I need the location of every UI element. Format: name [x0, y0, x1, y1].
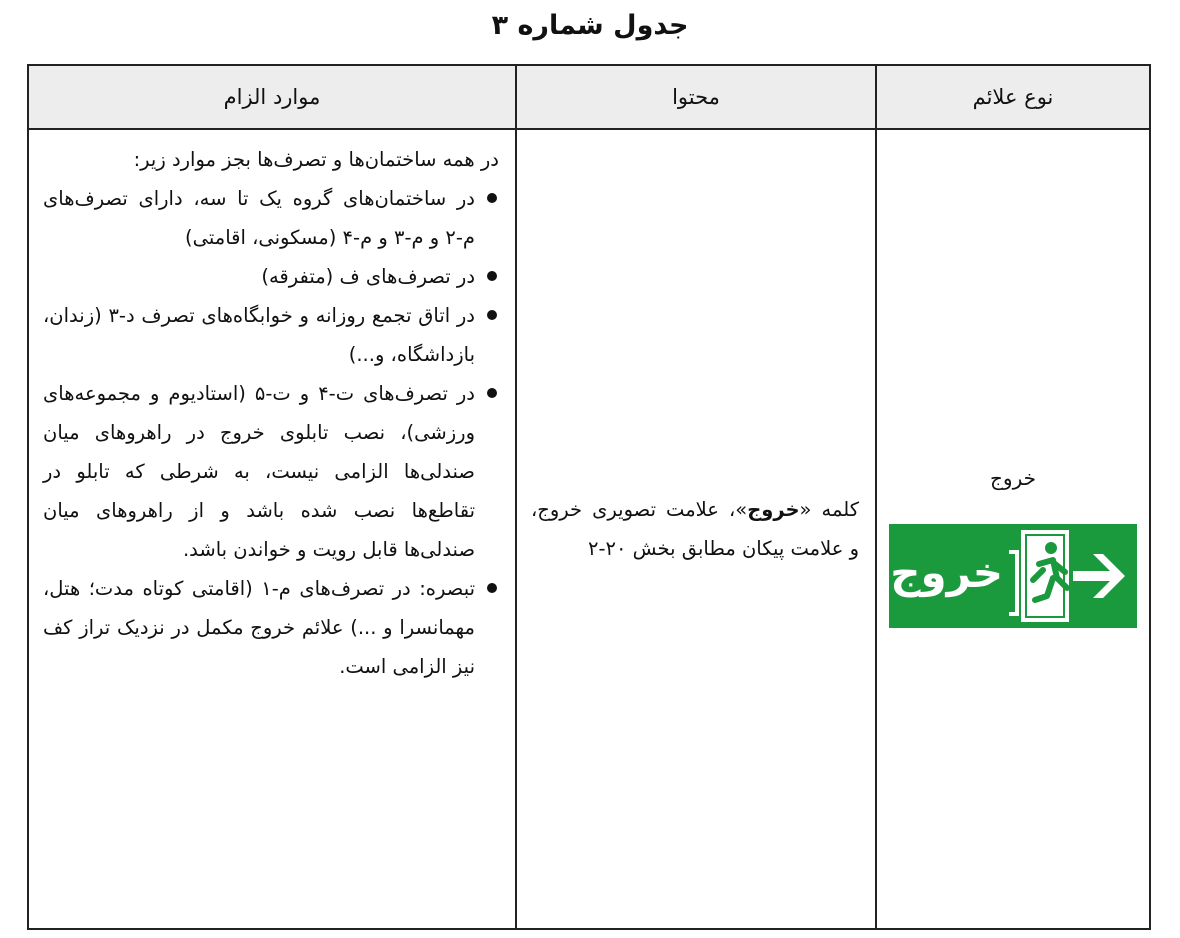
requirements-cell: [28, 129, 516, 929]
requirements-list: [43, 179, 499, 686]
sign-word: خروج: [890, 548, 1003, 597]
list-item: در تصرف‌های ت-۴ و ت-۵ (استادیوم و مجموعه‌های ورزشی)، نصب تابلوی خروج در راهروهای میان صندلی‌ها الزامی نیست، به شرطی که تابلو در تقاطع‌ها نصب شده باشد و از راهروهای میان صندلی‌ها قابل رویت و خواندن باشد.: [43, 374, 499, 569]
table-row: [28, 129, 1150, 929]
list-item: در تصرف‌های ف (متفرقه): [43, 257, 499, 296]
header-content: محتوا: [516, 65, 876, 129]
exit-sign: [889, 524, 1137, 628]
content-text-start: کلمه «: [799, 498, 859, 521]
content-text-bold: خروج: [747, 498, 800, 521]
type-label: خروج: [990, 466, 1036, 490]
content-text-end: »، علامت تصویری خروج، و علامت پیکان مطابق بخش ۲۰-۲: [531, 498, 859, 560]
requirements-intro: در همه ساختمان‌ها و تصرف‌ها بجز موارد زیر:: [133, 148, 499, 171]
header-type: نوع علائم: [876, 65, 1150, 129]
table-title: جدول شماره ۳: [491, 10, 689, 41]
arrow-right-icon: [1073, 554, 1125, 598]
content-cell: [516, 129, 876, 929]
list-item: در ساختمان‌های گروه یک تا سه، دارای تصرف‌های م-۲ و م-۳ و م-۴ (مسکونی، اقامتی): [43, 179, 499, 257]
exit-signs-table: [27, 64, 1151, 930]
header-requirements: موارد الزام: [28, 65, 516, 129]
list-item: در اتاق تجمع روزانه و خوابگاه‌های تصرف د-۳ (زندان، بازداشگاه، و...): [43, 296, 499, 374]
list-item: تبصره: در تصرف‌های م-۱ (اقامتی کوتاه مدت؛ هتل، مهمانسرا و ...) علائم خروج مکمل در نزدیک تراز کف نیز الزامی است.: [43, 569, 499, 686]
type-cell: [876, 129, 1150, 929]
table-header-row: [28, 65, 1150, 129]
running-man-exit-icon: [1009, 532, 1067, 620]
